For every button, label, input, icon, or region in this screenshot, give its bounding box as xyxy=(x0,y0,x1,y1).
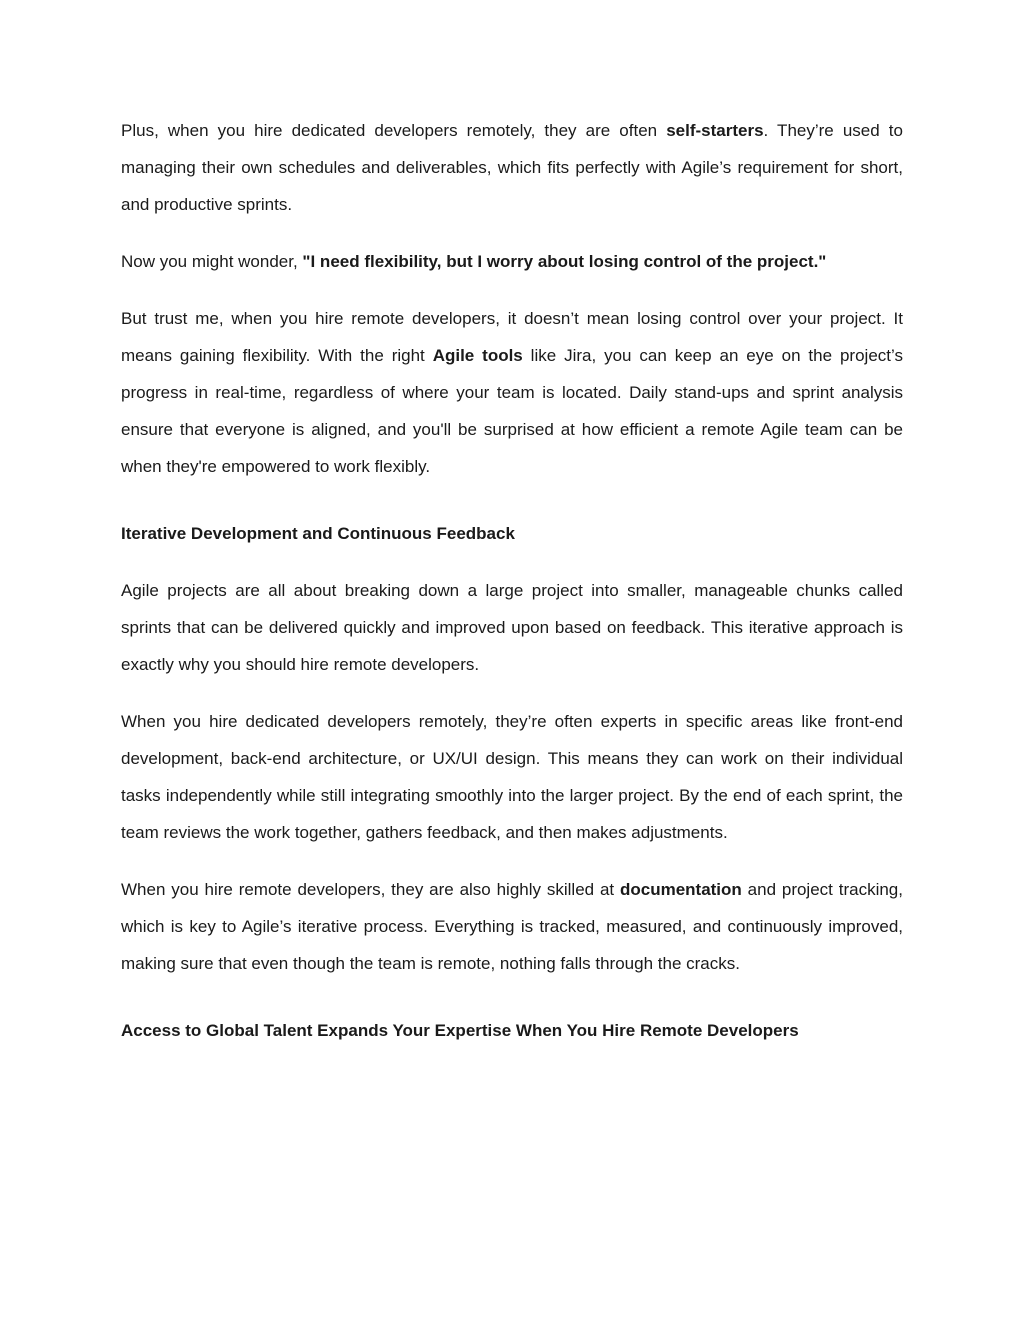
paragraph-agile-tools xyxy=(121,300,903,485)
paragraph-text: like Jira, you can keep an eye on the project’s progress in real-time, regardless of where your team is located. Daily stand-ups and sprint analysis ensure that everyone is aligned, and you'll be surprised at how efficient a remote Agile team can be when they're empowered to work flexibly. xyxy=(121,346,903,476)
bold-phrase-documentation: documentation xyxy=(619,880,742,899)
paragraph-agile-sprints: Agile projects are all about breaking down a large project into smaller, manageable chunks called sprints that can be delivered quickly and improved upon based on feedback. This iterative approach is exactly why you should hire remote developers. xyxy=(121,581,903,674)
paragraph-text: . They’re used to managing their own schedules and deliverables, which fits perfectly with Agile’s requirement for short, and productive sprints. xyxy=(121,121,903,214)
paragraph-documentation xyxy=(121,871,903,982)
bold-quote-flexibility: "I need flexibility, but I worry about losing control of the project." xyxy=(302,252,827,271)
bold-phrase-agile-tools: Agile tools xyxy=(432,346,523,365)
bold-phrase-self-starters: self-starters xyxy=(666,121,764,140)
paragraph-text: When you hire remote developers, they are also highly skilled at xyxy=(121,880,620,899)
section-heading-iterative-development: Iterative Development and Continuous Feedback xyxy=(121,524,515,543)
paragraph-text: Plus, when you hire dedicated developers remotely, they are often xyxy=(121,121,667,140)
paragraph-text: and project tracking, which is key to Agile’s iterative process. Everything is tracked, measured, and continuously improved, making sure that even though the team is remote, nothing falls through the cracks. xyxy=(121,880,903,973)
paragraph-self-starters xyxy=(121,112,903,223)
paragraph-text: Now you might wonder, xyxy=(121,252,303,271)
paragraph-dedicated-experts: When you hire dedicated developers remotely, they’re often experts in specific areas like front-end development, back-end architecture, or UX/UI design. This means they can work on their individual tasks independently while still integrating smoothly into the larger project. By the end of each sprint, the team reviews the work together, gathers feedback, and then makes adjustments. xyxy=(121,712,903,842)
paragraph-text: But trust me, when you hire remote developers, it doesn’t mean losing control over your project. It means gaining flexibility. With the right xyxy=(121,309,903,365)
section-heading-global-talent: Access to Global Talent Expands Your Expertise When You Hire Remote Developers xyxy=(121,1021,799,1040)
document-page xyxy=(121,112,903,1049)
paragraph-flexibility-question xyxy=(121,243,903,280)
